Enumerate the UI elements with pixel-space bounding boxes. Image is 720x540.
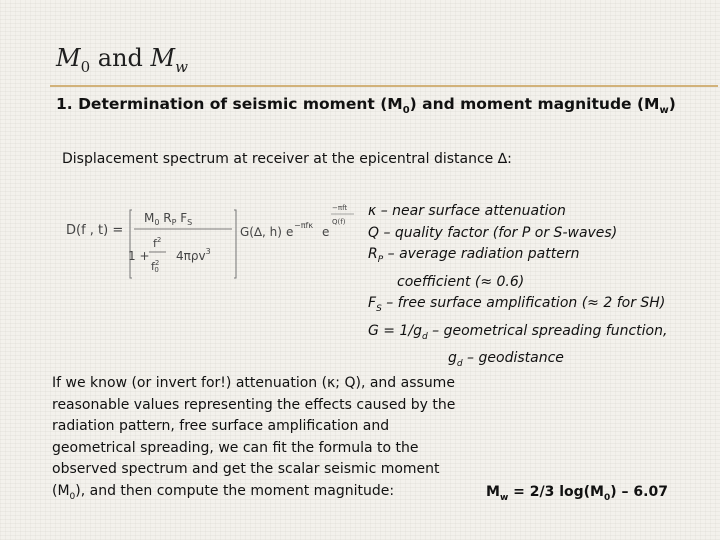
formula-den-pi: 4πρv$^3$ <box>176 247 211 263</box>
formula-den-f: $f^2$ <box>153 236 162 250</box>
slide-title: $M_0$ and $M_w$ <box>56 44 188 76</box>
title-divider <box>50 85 718 87</box>
formula-den-f0: $f^2$ 0 <box>151 259 160 274</box>
legend-g: $G = 1/g_d$ – geometrical spreading function, <box>368 322 668 342</box>
formula-bracket-right <box>234 210 236 278</box>
formula-exp1: −πfκ <box>294 221 314 230</box>
displacement-spectrum-formula <box>64 198 364 288</box>
legend-rp: $R_P$ – average radiation pattern <box>368 246 580 265</box>
formula-exp2-den: Q(f) <box>332 218 346 226</box>
legend-fs: $F_S$ – free surface amplification (≈ 2 for SH) <box>368 295 666 314</box>
formula-exp2-num: −πft <box>332 204 348 212</box>
explanation-paragraph: If we know (or invert for!) attenuation (κ; Q), and assume reasonable values representing the effects caused by the radiation pattern, free surface amplification and geometrical spreading, we can fit the formula to the observed spectrum and get the scalar seismic moment $(M_0)$, and then compute the moment magnitude: <box>52 375 456 502</box>
formula-numerator: $M_0$ $R_P$ $F_S$ <box>144 211 193 227</box>
formula-e1: e <box>286 225 294 239</box>
legend-rp-cont: coefficient (≈ 0.6) <box>397 273 525 290</box>
intro-text: Displacement spectrum at receiver at the epicentral distance ∆: <box>62 151 512 167</box>
parameter-legend <box>368 201 667 375</box>
moment-magnitude-formula: $M_w = 2/3$ $\log(M_0) - 6.07$ <box>486 484 668 503</box>
formula-g: G(∆, h) <box>240 225 282 239</box>
legend-q: Q – quality factor (for P or S-waves) <box>368 224 618 241</box>
formula-bracket <box>130 210 132 278</box>
section-heading: 1. Determination of seismic moment $(M_0)$ and moment magnitude $(M_w)$ <box>56 95 676 117</box>
legend-kappa: κ – near surface attenuation <box>368 203 566 219</box>
formula-lhs: D(f , t) = <box>66 223 124 238</box>
formula-den-one: 1 + <box>128 249 150 263</box>
legend-gd: $g_d$ – geodistance <box>448 349 564 369</box>
formula-e2: e <box>322 225 330 239</box>
